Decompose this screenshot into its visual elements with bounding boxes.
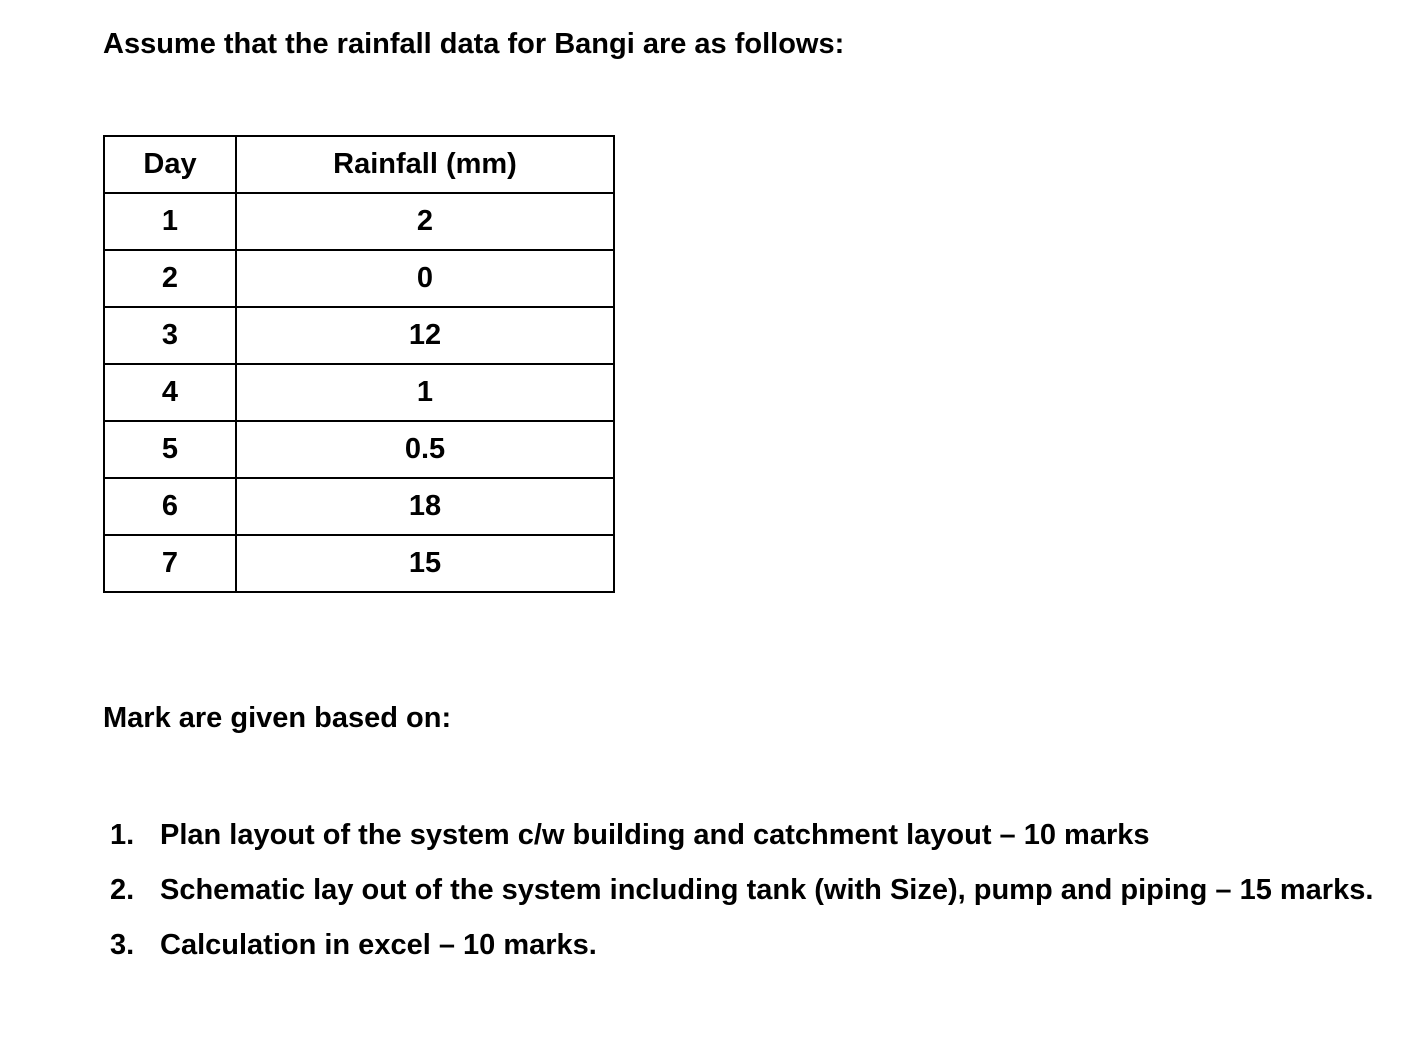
list-number: 1. bbox=[110, 819, 135, 851]
list-text: Plan layout of the system c/w building and catchment layout – 10 marks bbox=[160, 819, 1150, 851]
column-header-rainfall: Rainfall (mm) bbox=[236, 136, 614, 193]
rainfall-cell: 0 bbox=[236, 250, 614, 307]
table-row bbox=[104, 478, 614, 535]
marking-criteria-list bbox=[110, 808, 1410, 973]
list-item bbox=[110, 808, 1410, 863]
table-row bbox=[104, 307, 614, 364]
table-row bbox=[104, 421, 614, 478]
list-text: Schematic lay out of the system including tank (with Size), pump and piping – 15 marks. bbox=[160, 874, 1374, 906]
rainfall-cell: 0.5 bbox=[236, 421, 614, 478]
list-number: 3. bbox=[110, 929, 135, 961]
rainfall-cell: 18 bbox=[236, 478, 614, 535]
table-row bbox=[104, 250, 614, 307]
column-header-day: Day bbox=[104, 136, 236, 193]
rainfall-cell: 2 bbox=[236, 193, 614, 250]
list-item bbox=[110, 918, 1410, 973]
rainfall-cell: 1 bbox=[236, 364, 614, 421]
rainfall-cell: 15 bbox=[236, 535, 614, 592]
day-cell: 7 bbox=[104, 535, 236, 592]
rainfall-cell: 12 bbox=[236, 307, 614, 364]
day-cell: 6 bbox=[104, 478, 236, 535]
day-cell: 5 bbox=[104, 421, 236, 478]
day-cell: 2 bbox=[104, 250, 236, 307]
table-row bbox=[104, 535, 614, 592]
table-header-row bbox=[104, 136, 614, 193]
rainfall-table bbox=[103, 135, 615, 593]
intro-heading: Assume that the rainfall data for Bangi are as follows: bbox=[103, 28, 845, 60]
table-row bbox=[104, 193, 614, 250]
day-cell: 4 bbox=[104, 364, 236, 421]
list-number: 2. bbox=[110, 874, 135, 906]
marks-heading: Mark are given based on: bbox=[103, 702, 452, 734]
list-item bbox=[110, 863, 1410, 918]
day-cell: 1 bbox=[104, 193, 236, 250]
table-row bbox=[104, 364, 614, 421]
list-text: Calculation in excel – 10 marks. bbox=[160, 929, 597, 961]
day-cell: 3 bbox=[104, 307, 236, 364]
